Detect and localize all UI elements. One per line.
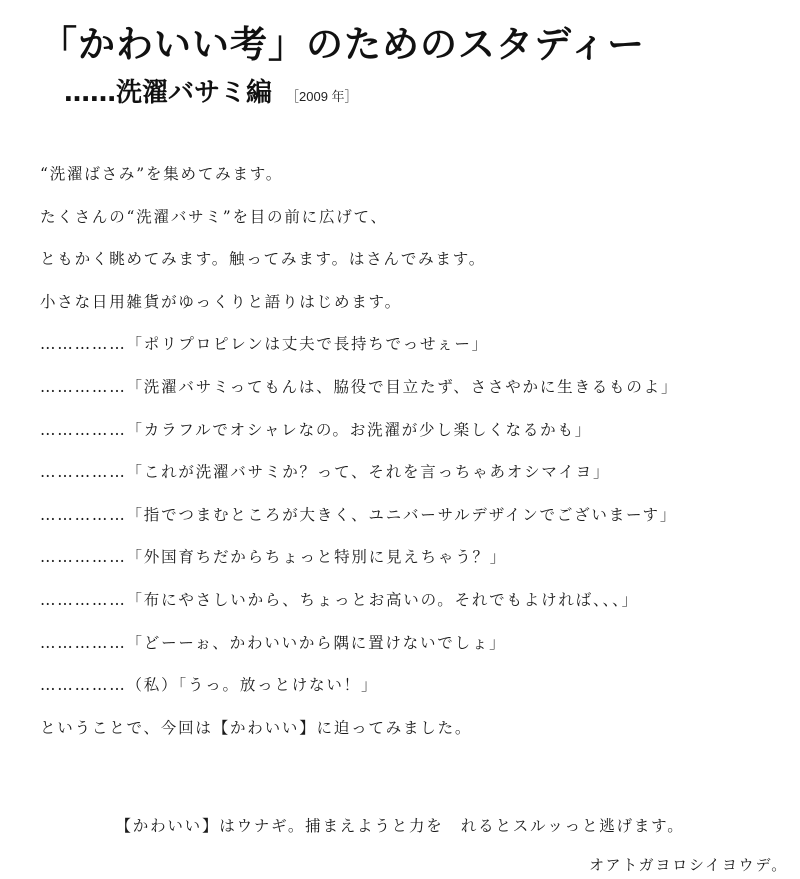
subtitle-row	[64, 72, 358, 109]
text-line: ということで、今回は【かわいい】に迫ってみました。	[40, 718, 473, 737]
page-title: 「かわいい考」のためのスタディー	[40, 23, 646, 66]
dialogue-line: ……………「布にやさしいから、ちょっとお高いの。それでもよければ、、、」	[40, 590, 639, 609]
dialogue-line: ……………「洗濯バサミってもんは、脇役で目立たず、ささやかに生きるものよ」	[40, 377, 679, 396]
dialogue-line: ……………（私）「うっ。放っとけない！」	[40, 676, 379, 695]
text-line: “洗濯ばさみ”を集めてみます。	[40, 165, 284, 183]
dialogue-line: ……………「指でつまむところが大きく、ユニバーサルデザインでございまーす」	[40, 505, 678, 524]
dialogue-line: ……………「どーーぉ、かわいいから隅に置けないでしょ」	[40, 633, 507, 652]
year-label: ［2009 年］	[286, 89, 358, 104]
signature: オアトガヨロシイヨウデ。	[589, 856, 788, 874]
text-line: たくさんの“洗濯バサミ”を目の前に広げて、	[40, 207, 388, 226]
page-subtitle: ……洗濯バサミ編	[64, 78, 273, 108]
dialogue-line: ……………「これが洗濯バサミか？って、それを言っちゃあオシマイヨ」	[40, 463, 611, 482]
body-text	[40, 162, 678, 758]
dialogue-line: ……………「外国育ちだからちょっと特別に見えちゃう？」	[40, 548, 508, 567]
closing-text: 【かわいい】はウナギ。捕まえようと力を れるとスルッっと逃げます。	[115, 817, 685, 835]
dialogue-line: ……………「カラフルでオシャレなの。お洗濯が少し楽しくなるかも」	[40, 420, 593, 439]
text-line: ともかく眺めてみます。触ってみます。はさんでみます。	[40, 250, 487, 269]
dialogue-line: ……………「ポリプロピレンは丈夫で長持ちでっせぇー」	[40, 335, 489, 354]
text-line: 小さな日用雑貨がゆっくりと語りはじめます。	[40, 292, 402, 311]
